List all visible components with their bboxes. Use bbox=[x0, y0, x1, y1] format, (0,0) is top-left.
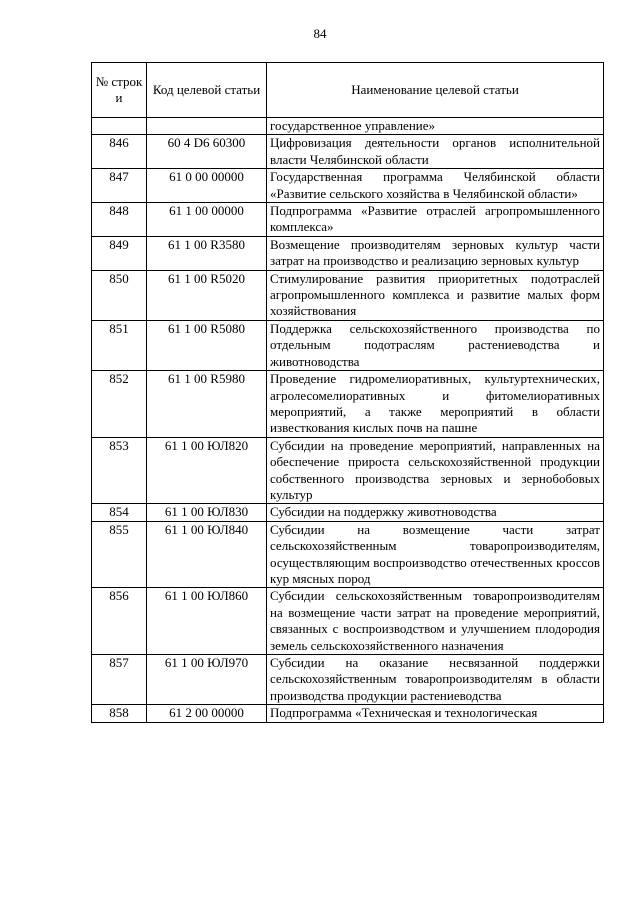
table-row-continuation bbox=[92, 118, 604, 135]
table-header-row bbox=[92, 63, 604, 118]
target-code-cell bbox=[147, 118, 267, 135]
target-code-cell: 61 2 00 00000 bbox=[147, 705, 267, 722]
table-row bbox=[92, 588, 604, 655]
header-target-code: Код целевой статьи bbox=[147, 63, 267, 118]
table-row bbox=[92, 521, 604, 588]
row-number-cell: 849 bbox=[92, 236, 147, 270]
row-number-cell: 858 bbox=[92, 705, 147, 722]
table-row bbox=[92, 320, 604, 370]
row-number-cell: 852 bbox=[92, 371, 147, 438]
target-code-cell: 61 1 00 R5080 bbox=[147, 320, 267, 370]
row-number-cell: 856 bbox=[92, 588, 147, 655]
table-row bbox=[92, 655, 604, 705]
table-row bbox=[92, 169, 604, 203]
target-code-cell: 60 4 D6 60300 bbox=[147, 135, 267, 169]
target-name-cell: Возмещение производителям зерновых культур части затрат на производство и реализацию зерновых культур bbox=[267, 236, 604, 270]
row-number-cell: 848 bbox=[92, 203, 147, 237]
target-code-cell: 61 1 00 ЮЛ820 bbox=[147, 437, 267, 504]
row-number-cell: 846 bbox=[92, 135, 147, 169]
header-target-name: Наименование целевой статьи bbox=[267, 63, 604, 118]
header-row-number: № строк и bbox=[92, 63, 147, 118]
row-number-cell: 853 bbox=[92, 437, 147, 504]
target-name-cell: Цифровизация деятельности органов исполнительной власти Челябинской области bbox=[267, 135, 604, 169]
target-name-cell: Стимулирование развития приоритетных подотраслей агропромышленного комплекса и развитие малых форм хозяйствования bbox=[267, 270, 604, 320]
row-number-cell: 847 bbox=[92, 169, 147, 203]
table-row bbox=[92, 236, 604, 270]
target-code-cell: 61 1 00 ЮЛ840 bbox=[147, 521, 267, 588]
target-name-cell: Субсидии на поддержку животноводства bbox=[267, 504, 604, 521]
target-name-cell: Проведение гидромелиоративных, культуртехнических, агролесомелиоративных и фитомелиоративных мероприятий, а также мероприятий в области известкования кислых почв на пашне bbox=[267, 371, 604, 438]
row-number-cell: 851 bbox=[92, 320, 147, 370]
table-row bbox=[92, 270, 604, 320]
row-number-cell: 850 bbox=[92, 270, 147, 320]
target-name-cell: Государственная программа Челябинской области «Развитие сельского хозяйства в Челябинской области» bbox=[267, 169, 604, 203]
row-number-cell: 855 bbox=[92, 521, 147, 588]
table-row bbox=[92, 203, 604, 237]
target-name-cell: Подпрограмма «Техническая и технологическая bbox=[267, 705, 604, 722]
target-name-cell: Субсидии на оказание несвязанной поддержки сельскохозяйственным товаропроизводителям в области производства продукции растениеводства bbox=[267, 655, 604, 705]
table-row bbox=[92, 437, 604, 504]
budget-table bbox=[91, 62, 604, 723]
target-code-cell: 61 1 00 R5020 bbox=[147, 270, 267, 320]
target-code-cell: 61 1 00 00000 bbox=[147, 203, 267, 237]
row-number-cell: 857 bbox=[92, 655, 147, 705]
row-number-cell bbox=[92, 118, 147, 135]
target-name-cell: Подпрограмма «Развитие отраслей агропромышленного комплекса» bbox=[267, 203, 604, 237]
target-code-cell: 61 1 00 R5980 bbox=[147, 371, 267, 438]
page-number: 84 bbox=[313, 26, 327, 41]
table-row bbox=[92, 135, 604, 169]
target-code-cell: 61 1 00 ЮЛ970 bbox=[147, 655, 267, 705]
target-code-cell: 61 1 00 ЮЛ830 bbox=[147, 504, 267, 521]
table-row bbox=[92, 371, 604, 438]
target-code-cell: 61 1 00 ЮЛ860 bbox=[147, 588, 267, 655]
row-number-cell: 854 bbox=[92, 504, 147, 521]
target-name-cell: государственное управление» bbox=[267, 118, 604, 135]
target-code-cell: 61 1 00 R3580 bbox=[147, 236, 267, 270]
table-row bbox=[92, 504, 604, 521]
target-name-cell: Субсидии сельскохозяйственным товаропроизводителям на возмещение части затрат на проведение мероприятий, связанных с воспроизводством и улучшением плодородия земель сельскохозяйственного назначения bbox=[267, 588, 604, 655]
target-name-cell: Субсидии на проведение мероприятий, направленных на обеспечение прироста сельскохозяйственной продукции собственного производства зерновых и зернобобовых культур bbox=[267, 437, 604, 504]
target-code-cell: 61 0 00 00000 bbox=[147, 169, 267, 203]
target-name-cell: Поддержка сельскохозяйственного производства по отдельным подотраслям растениеводства и животноводства bbox=[267, 320, 604, 370]
table-row bbox=[92, 705, 604, 722]
target-name-cell: Субсидии на возмещение части затрат сельскохозяйственным товаропроизводителям, осуществляющим воспроизводство отечественных кроссов кур мясных пород bbox=[267, 521, 604, 588]
